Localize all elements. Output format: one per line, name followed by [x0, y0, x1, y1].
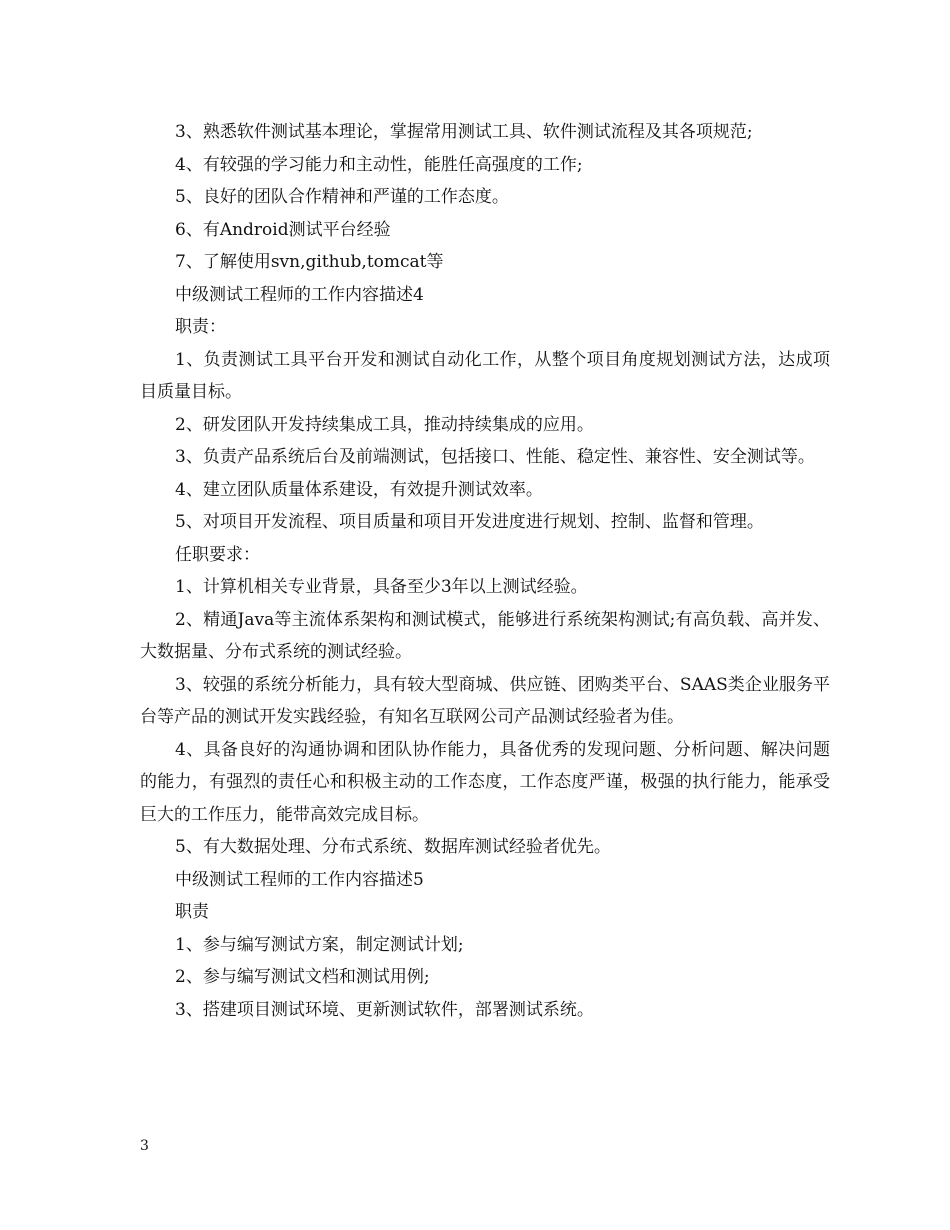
paragraph: 3、较强的系统分析能力，具有较大型商城、供应链、团购类平台、SAAS类企业服务平台等产品的测试开发实践经验，有知名互联网公司产品测试经验者为佳。 [140, 674, 830, 727]
paragraph: 3、负责产品系统后台及前端测试，包括接口、性能、稳定性、兼容性、安全测试等。 [175, 447, 815, 467]
paragraph: 1、负责测试工具平台开发和测试自动化工作，从整个项目角度规划测试方法，达成项目质量目标。 [140, 349, 830, 402]
subheading: 职责 [175, 902, 209, 922]
paragraph: 4、具备良好的沟通协调和团队协作能力，具备优秀的发现问题、分析问题、解决问题的能力，有强烈的责任心和积极主动的工作态度，工作态度严谨，极强的执行能力，能承受巨大的工作压力，能带高效完成目标。 [140, 739, 830, 825]
section-heading: 中级测试工程师的工作内容描述5 [175, 869, 424, 890]
paragraph: 5、有大数据处理、分布式系统、数据库测试经验者优先。 [175, 837, 611, 857]
paragraph: 5、良好的团队合作精神和严谨的工作态度。 [175, 187, 509, 207]
document-body [140, 116, 830, 1026]
paragraph: 3、熟悉软件测试基本理论，掌握常用测试工具、软件测试流程及其各项规范; [175, 122, 753, 142]
paragraph: 2、参与编写测试文档和测试用例; [175, 967, 430, 987]
page-number: 3 [140, 1138, 149, 1154]
paragraph: 1、参与编写测试方案，制定测试计划; [175, 934, 464, 955]
paragraph: 7、了解使用svn,github,tomcat等 [175, 252, 444, 272]
section-heading: 中级测试工程师的工作内容描述4 [175, 284, 424, 305]
subheading: 任职要求： [175, 544, 260, 565]
subheading: 职责： [175, 317, 226, 337]
paragraph: 2、研发团队开发持续集成工具，推动持续集成的应用。 [175, 414, 594, 435]
paragraph: 6、有Android测试平台经验 [175, 219, 391, 240]
paragraph: 4、建立团队质量体系建设，有效提升测试效率。 [175, 479, 543, 500]
paragraph: 5、对项目开发流程、项目质量和项目开发进度进行规划、控制、监督和管理。 [175, 512, 764, 532]
paragraph: 4、有较强的学习能力和主动性，能胜任高强度的工作; [175, 154, 583, 175]
paragraph: 1、计算机相关专业背景，具备至少3年以上测试经验。 [175, 577, 588, 597]
paragraph: 3、搭建项目测试环境、更新测试软件，部署测试系统。 [175, 999, 594, 1020]
paragraph: 2、精通Java等主流体系架构和测试模式，能够进行系统架构测试;有高负载、高并发、大数据量、分布式系统的测试经验。 [140, 609, 830, 662]
